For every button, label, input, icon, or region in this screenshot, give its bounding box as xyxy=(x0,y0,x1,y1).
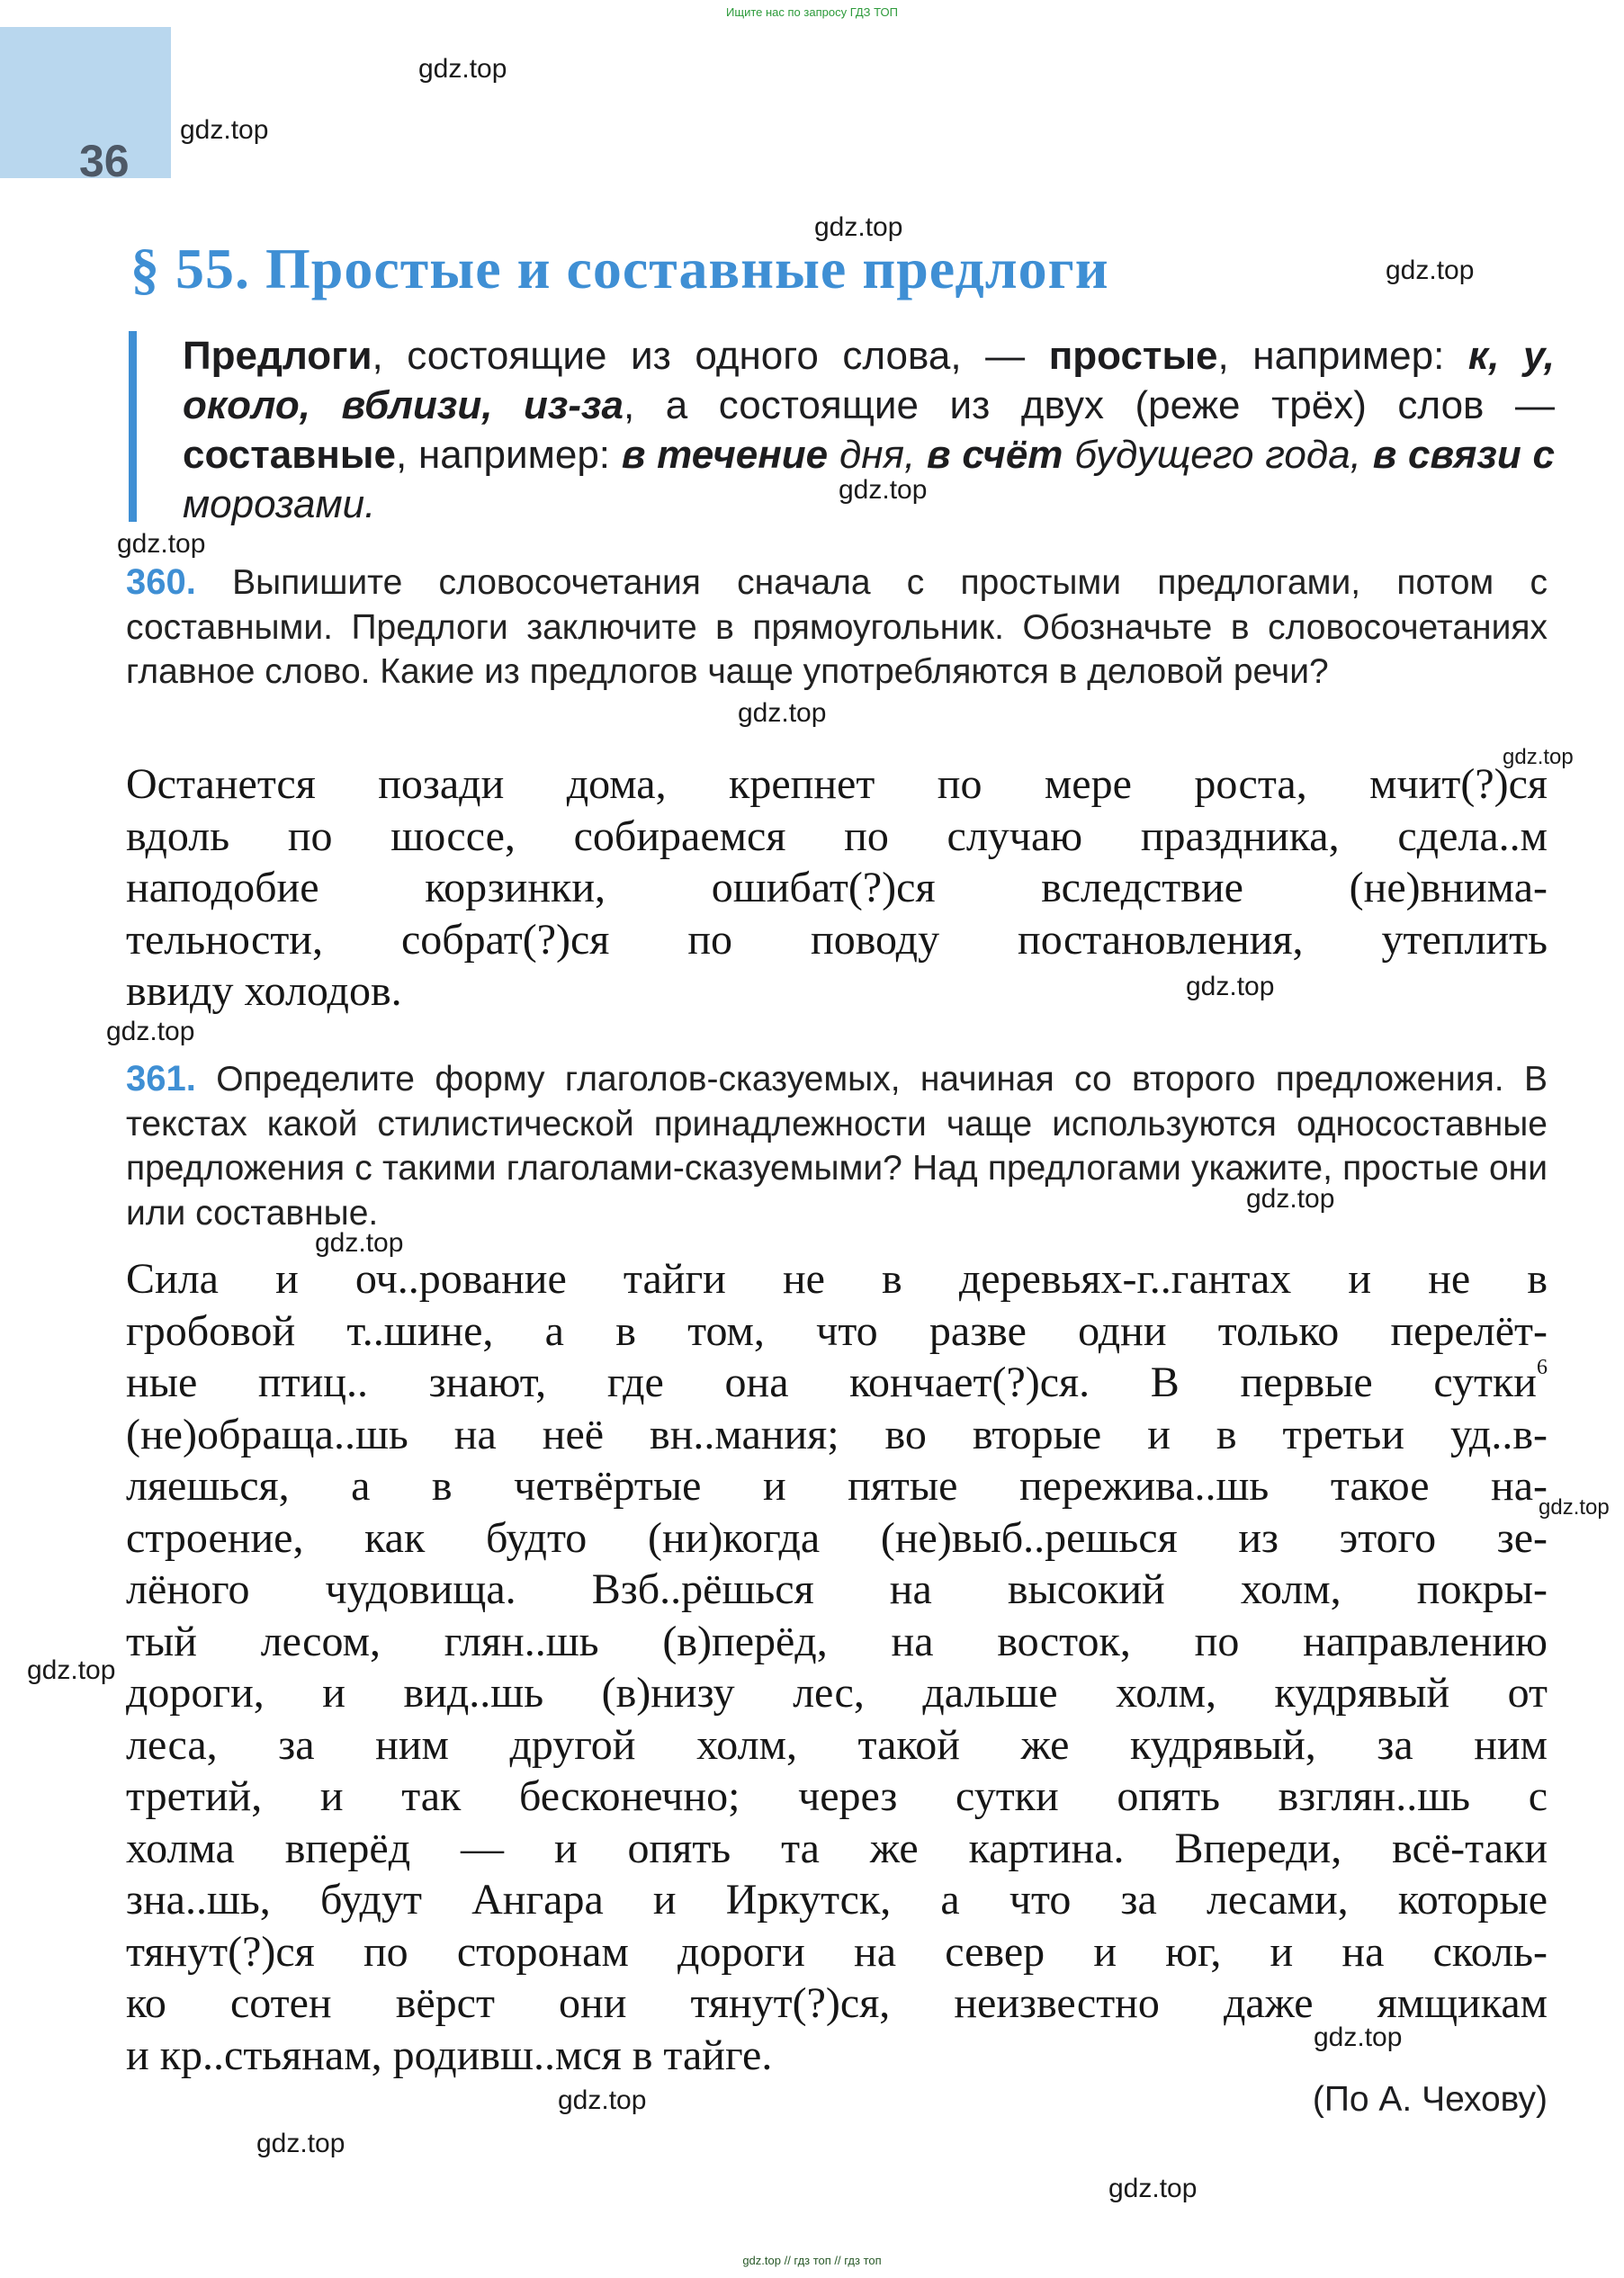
footnote-mark: 6 xyxy=(1537,1356,1548,1379)
exercise-task-text: Определите форму глаголов-сказуемых, начиная со второго предложения. В текстах какой стилистической принадлежности чаще используются односоставные предложения с такими глаголами-сказуемыми? Над предлогами укажите, простые они или составные. xyxy=(126,1060,1548,1233)
page-number: 36 xyxy=(79,136,130,186)
watermark: gdz.top xyxy=(315,1228,404,1258)
rule-example: будущего года, xyxy=(1063,433,1373,477)
watermark: gdz.top xyxy=(814,212,903,242)
rule-example: в течение xyxy=(621,433,829,477)
exercise-number: 360. xyxy=(126,562,196,602)
text-line: тый лесом, глян..шь (в)перёд, на восток, по направлению xyxy=(126,1617,1548,1665)
text-line: зна..шь, будут Ангара и Иркутск, а что за лесами, которые xyxy=(126,1876,1548,1924)
bottom-note: gdz.top // гдз топ // гдз топ xyxy=(742,2254,882,2267)
watermark: gdz.top xyxy=(27,1655,116,1685)
watermark: gdz.top xyxy=(1503,745,1574,769)
section-title: § 55. Простые и составные предлоги xyxy=(130,237,1109,300)
text-line: тельности, собрат(?)ся по поводу постановления, утеплить xyxy=(126,915,1548,964)
rule-term: Предлоги xyxy=(183,334,372,378)
rule-example: морозами. xyxy=(183,482,376,526)
watermark: gdz.top xyxy=(839,475,928,505)
watermark: gdz.top xyxy=(1186,972,1275,1001)
watermark: gdz.top xyxy=(1246,1184,1335,1214)
text-line: Сила и оч..рование тайги не в деревьях-г..гантах и не в xyxy=(126,1255,1548,1303)
watermark: gdz.top xyxy=(738,698,827,728)
text-line-part: ные птиц.. знают, где она кончает(?)ся. В первые сутки xyxy=(126,1359,1537,1406)
watermark: gdz.top xyxy=(1539,1495,1610,1520)
exercise-number: 361. xyxy=(126,1059,196,1099)
text-line: ко сотен вёрст они тянут(?)ся, неизвестно даже ямщикам xyxy=(126,1979,1548,2027)
watermark: gdz.top xyxy=(256,2129,345,2158)
watermark: gdz.top xyxy=(1314,2022,1403,2052)
text-line: наподобие корзинки, ошибат(?)ся вследствие (не)внима- xyxy=(126,864,1548,911)
text-line: лёного чудовища. Взб..рёшься на высокий холм, покры- xyxy=(126,1565,1548,1613)
exercise-task-text: Выпишите словосочетания сначала с простыми предлогами, потом с составными. Предлоги заключите в прямоугольник. Обозначьте в словосочетаниях главное слово. Какие из предлогов чаще употребляются в деловой речи? xyxy=(126,563,1548,691)
text-line: гробовой т..шине, а в том, что разве одни только перелёт- xyxy=(126,1306,1548,1355)
rule-accent-bar xyxy=(129,331,137,522)
rule-example: дня, xyxy=(828,433,927,477)
text-line: дороги, и вид..шь (в)низу лес, дальше холм, кудрявый от xyxy=(126,1669,1548,1717)
text-line: вдоль по шоссе, собираемся по случаю праздника, сдела..м xyxy=(126,812,1548,860)
exercise-360-text xyxy=(126,758,1548,1018)
watermark: gdz.top xyxy=(558,2085,647,2115)
text-line: ляешься, а в четвёртые и пятые пережива..шь такое на- xyxy=(126,1462,1548,1510)
text-line: (не)обраща..шь на неё вн..мания; во вторые и в третьи уд..в- xyxy=(126,1410,1548,1458)
text-line: третий, и так бесконечно; через сутки опять взглян..шь с xyxy=(126,1772,1548,1820)
text-line: Останется позади дома, крепнет по мере роста, мчит(?)ся xyxy=(126,760,1548,808)
rule-fragment: , например: xyxy=(1217,334,1468,378)
rule-term: простые xyxy=(1048,334,1218,378)
top-note: Ищите нас по запросу ГДЗ ТОП xyxy=(726,5,898,19)
exercise-360-task xyxy=(126,561,1548,695)
watermark: gdz.top xyxy=(1108,2174,1198,2203)
exercise-361-text xyxy=(126,1253,1548,2081)
text-line: и кр..стьянам, родивш..мся в тайге. xyxy=(126,2031,773,2079)
text-line: тянут(?)ся по сторонам дороги на север и юг, и на сколь- xyxy=(126,1927,1548,1976)
watermark: gdz.top xyxy=(117,529,206,559)
rule-example: в счёт xyxy=(927,433,1063,477)
rule-term: составные xyxy=(183,433,396,477)
text-line: леса, за ним другой холм, такой же кудрявый, за ним xyxy=(126,1720,1548,1769)
rule-fragment: , например: xyxy=(395,433,622,477)
rule-fragment: , а состоящие из двух (реже трёх) слов — xyxy=(623,383,1556,427)
watermark: gdz.top xyxy=(180,115,269,145)
text-line: строение, как будто (ни)когда (не)выб..решься из этого зе- xyxy=(126,1513,1548,1562)
author-attribution: (По А. Чехову) xyxy=(1312,2080,1548,2119)
rule-example: к, у, около, вблизи, из-за xyxy=(183,334,1555,427)
watermark: gdz.top xyxy=(418,54,507,84)
text-line: ввиду холодов. xyxy=(126,967,402,1015)
text-line xyxy=(126,1357,1548,1409)
rule-fragment: , состоящие из одного слова, — xyxy=(372,334,1049,378)
watermark: gdz.top xyxy=(1386,256,1475,285)
rule-example: в связи с xyxy=(1372,433,1556,477)
text-line: холма вперёд — и опять та же картина. Впереди, всё-таки xyxy=(126,1824,1548,1872)
watermark: gdz.top xyxy=(106,1017,195,1046)
